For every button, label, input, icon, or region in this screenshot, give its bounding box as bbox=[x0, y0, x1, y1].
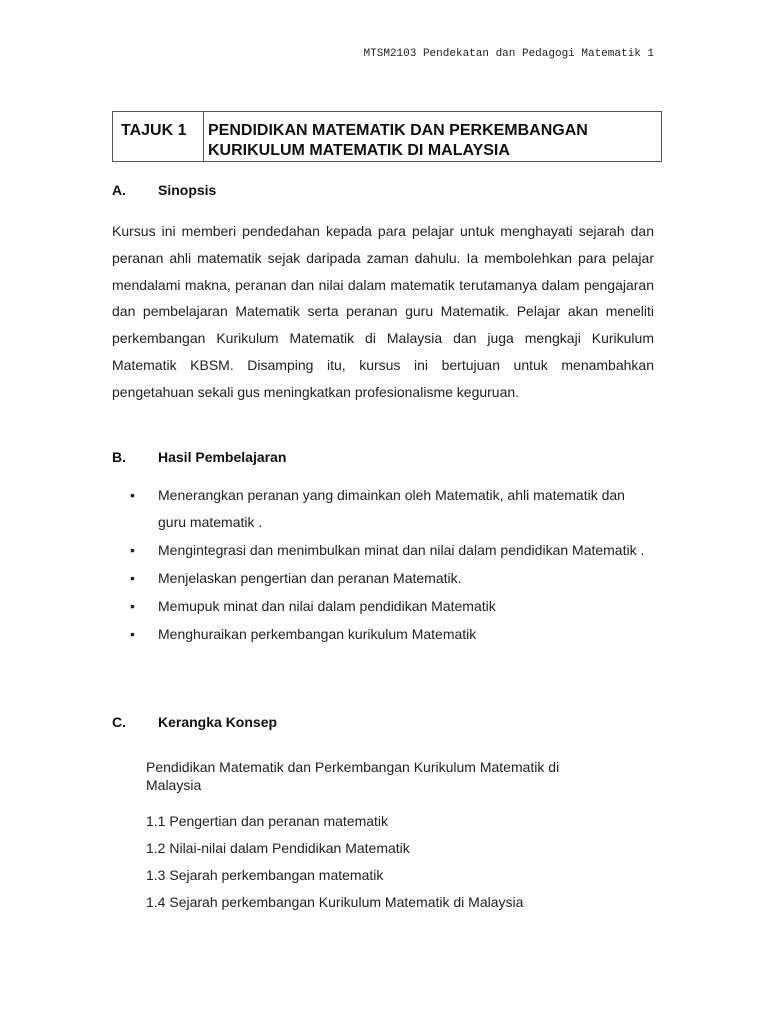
concept-item: 1.1 Pengertian dan peranan matematik bbox=[146, 813, 389, 829]
bullet-icon: • bbox=[130, 487, 135, 503]
concept-title: Pendidikan Matematik dan Perkembangan Kurikulum Matematik di Malaysia bbox=[146, 759, 560, 793]
outcomes-list bbox=[130, 482, 650, 649]
section-c-heading bbox=[112, 714, 277, 730]
topic-box bbox=[112, 111, 662, 162]
section-a-heading bbox=[112, 182, 216, 198]
section-b-title: Hasil Pembelajaran bbox=[158, 449, 287, 465]
section-a-letter: A. bbox=[112, 182, 126, 198]
section-a-title: Sinopsis bbox=[158, 182, 217, 198]
section-b-heading bbox=[112, 449, 286, 465]
section-c-title: Kerangka Konsep bbox=[158, 714, 278, 730]
topic-label: TAJUK 1 bbox=[113, 112, 204, 161]
concept-item: 1.2 Nilai-nilai dalam Pendidikan Matematik bbox=[146, 840, 410, 856]
list-item: • Menghuraikan perkembangan kurikulum Matematik bbox=[130, 621, 650, 648]
list-item: • Menerangkan peranan yang dimainkan oleh Matematik, ahli matematik dan guru matematik . bbox=[130, 482, 650, 536]
bullet-icon: • bbox=[130, 570, 135, 586]
list-item: • Menjelaskan pengertian dan peranan Matematik. bbox=[130, 565, 650, 592]
topic-title-line2: KURIKULUM MATEMATIK DI MALAYSIA bbox=[208, 142, 510, 159]
page-header: MTSM2103 Pendekatan dan Pedagogi Matematik 1 bbox=[363, 48, 654, 60]
bullet-icon: • bbox=[130, 598, 135, 614]
concept-item: 1.4 Sejarah perkembangan Kurikulum Matematik di Malaysia bbox=[146, 894, 524, 910]
bullet-icon: • bbox=[130, 626, 135, 642]
topic-title bbox=[204, 112, 661, 161]
synopsis-paragraph: Kursus ini memberi pendedahan kepada para pelajar untuk menghayati sejarah dan peranan ahli matematik sejak daripada zaman dahulu. Ia membolehkan para pelajar mendalami makna, peranan dan nilai dalam matematik terutamanya dalam pengajaran dan pembelajaran Matematik serta peranan guru Matematik. Pelajar akan meneliti perkembangan Kurikulum Matematik di Malaysia dan juga mengkaji Kurikulum Matematik KBSM. Disamping itu, kursus ini bertujuan untuk menambahkan pengetahuan sekali gus meningkatkan profesionalisme keguruan. bbox=[112, 223, 654, 400]
section-c-letter: C. bbox=[112, 714, 126, 730]
topic-title-line1: PENDIDIKAN MATEMATIK DAN PERKEMBANGAN bbox=[208, 122, 588, 139]
list-item: • Mengintegrasi dan menimbulkan minat dan nilai dalam pendidikan Matematik . bbox=[130, 537, 650, 564]
bullet-icon: • bbox=[130, 542, 135, 558]
concept-item: 1.3 Sejarah perkembangan matematik bbox=[146, 867, 384, 883]
list-item: • Memupuk minat dan nilai dalam pendidikan Matematik bbox=[130, 593, 650, 620]
concept-framework bbox=[146, 758, 586, 916]
section-b-letter: B. bbox=[112, 449, 126, 465]
